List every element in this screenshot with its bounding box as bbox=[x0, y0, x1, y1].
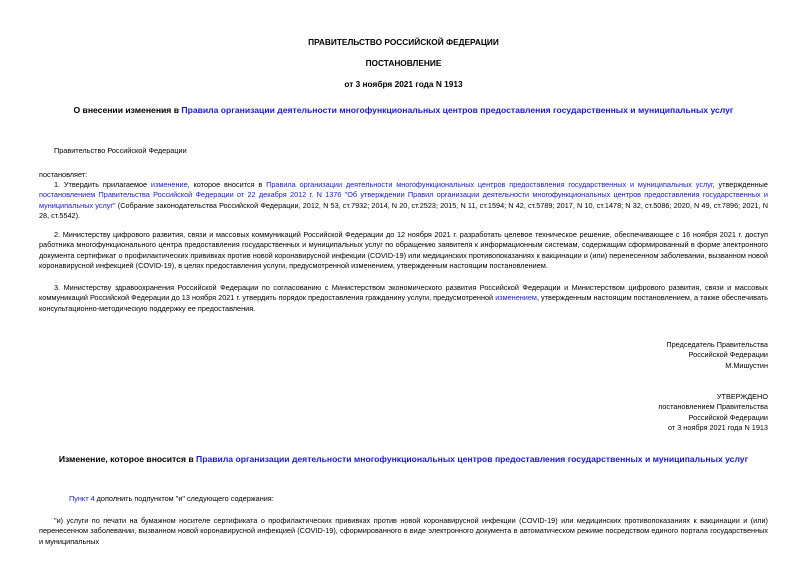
approval-line-2: постановлением Правительства bbox=[658, 402, 768, 412]
signature-line-3: М.Мишустин bbox=[725, 360, 768, 370]
doc-type-heading: ПОСТАНОВЛЕНИЕ bbox=[365, 58, 442, 68]
title-prefix: О внесении изменения в bbox=[73, 105, 182, 115]
date-number-heading: от 3 ноября 2021 года N 1913 bbox=[344, 79, 463, 89]
signature-block bbox=[666, 340, 768, 371]
item-1 bbox=[39, 180, 768, 221]
item-1-text-c: , утвержденные bbox=[712, 180, 768, 189]
item-4-text: дополнить подпунктом "и" следующего содержания: bbox=[94, 494, 274, 503]
change-link-2[interactable]: изменением bbox=[495, 293, 537, 303]
document-title bbox=[39, 104, 768, 116]
item-3 bbox=[39, 283, 768, 314]
item-5: "и) услуги по печати на бумажном носителе сертификата о профилактических прививках против новой коронавирусной инфекции (COVID-19) или медицинских противопоказаниях к вакцинации и (или) перенесенном заболевании, вызванном новой коронавирусной инфекцией (COVID-19), сформированного в виде электронного документа в автоматическом режиме посредством единого портала государственных и муниципальных bbox=[39, 516, 768, 546]
rules-link-3[interactable]: Правила организации деятельности многофункциональных центров предоставления государственных и муниципальных услуг bbox=[196, 454, 749, 464]
org-heading: ПРАВИТЕЛЬСТВО РОССИЙСКОЙ ФЕДЕРАЦИИ bbox=[308, 37, 499, 47]
item-2: 2. Министерству цифрового развития, связи и массовых коммуникаций Российской Федерации до 12 ноября 2021 г. разработать целевое техническое решение, обеспечивающее с 16 ноября 2021 г. доступ работника многофункционального центра предоставления государственных и муниципальных услуг по обращению заявителя к информационным системам, содержащим сформированный в форме электронного документа сертификат о профилактических прививках против новой коронавирусной инфекции (COVID-19) или медицинских противопоказаниях к вакцинации и (или) перенесенном заболевании, вызванном новой коронавирусной инфекцией (COVID-19), в целях предоставления услуги, предусмотренной изменением, утвержденным настоящим постановлением. bbox=[39, 230, 768, 271]
item-1-text-a: 1. Утвердить прилагаемое bbox=[54, 180, 151, 189]
change-title bbox=[39, 453, 768, 465]
item-4 bbox=[69, 494, 768, 504]
approval-line-1: УТВЕРЖДЕНО bbox=[716, 392, 768, 401]
item-1-text-d: (Собрание законодательства Российской Федерации, 2012, N 53, ст.7932; 2014, N 20, ст.2523; 2015, N 11, ст.1594; N 42, ст.5789; 2017, N 10, ст.1478; N 32, ст.5086; 2020, N 49, ст.7896; 2021, N 28, ст.5542). bbox=[39, 200, 769, 221]
rules-link-2[interactable]: Правила организации деятельности многофункциональных центров предоставления государственных и муниципальных услуг bbox=[266, 180, 713, 189]
approval-line-3: Российской Федерации bbox=[688, 412, 768, 422]
change-title-prefix: Изменение, которое вносится в bbox=[58, 454, 197, 464]
item-3-text-a: 3. Министерству здравоохранения Российской Федерации по согласованию с Министерством экономического развития Российской Федерации и Министерством цифрового развития, связи и массовых коммуникаций Российской Федерации до 13 ноября 2021 г. утвердить порядок предоставления гражданину услуги, предусмотренной bbox=[39, 283, 768, 303]
change-link[interactable]: изменение bbox=[150, 180, 188, 189]
rules-link[interactable]: Правила организации деятельности многофункциональных центров предоставления государственных и муниципальных услуг bbox=[181, 105, 734, 115]
signature-line-2: Российской Федерации bbox=[688, 350, 768, 360]
decree-1376-link[interactable]: постановлением Правительства Российской Федерации от 22 декабря 2012 г. N 1376 "Об утверждении Правил организации деятельности многофункциональных центров предоставления государственных и муниципальных услуг" bbox=[39, 190, 768, 210]
signature-line-1: Председатель Правительства bbox=[666, 340, 768, 349]
item-1-text-b: , которое вносится в bbox=[187, 180, 267, 189]
clause-4-link[interactable]: Пункт 4 bbox=[69, 494, 95, 503]
intro-text: Правительство Российской Федерации bbox=[54, 146, 187, 155]
approval-block bbox=[658, 392, 768, 433]
decree-text: постановляет: bbox=[39, 170, 88, 179]
item-3-text-b: , утвержденным настоящим постановлением, а также обеспечивать консультационно-методическую поддержку ее предоставления. bbox=[39, 293, 768, 313]
approval-line-4: от 3 ноября 2021 года N 1913 bbox=[667, 423, 768, 433]
